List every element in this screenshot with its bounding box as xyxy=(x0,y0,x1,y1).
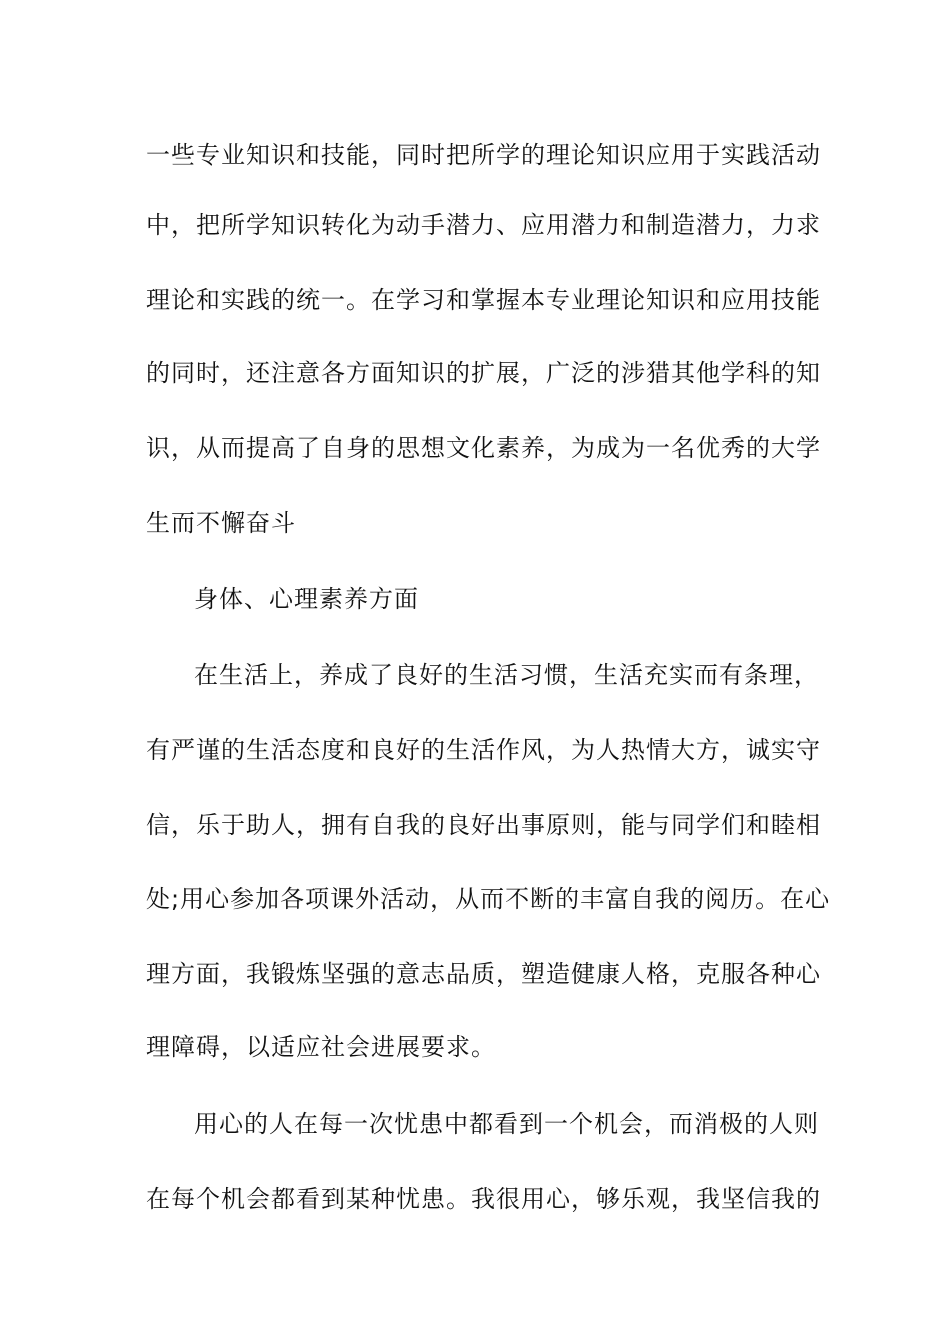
paragraph-line: 信，乐于助人，拥有自我的良好出事原则，能与同学们和睦相 xyxy=(146,811,821,839)
paragraph-line: 有严谨的生活态度和良好的生活作风，为人热情大方，诚实守 xyxy=(146,736,821,764)
paragraph-line: 在每个机会都看到某种忧患。我很用心，够乐观，我坚信我的 xyxy=(146,1185,821,1213)
paragraph-line: 一些专业知识和技能，同时把所学的理论知识应用于实践活动 xyxy=(146,141,821,169)
paragraph-line: 生而不懈奋斗 xyxy=(146,509,296,537)
section-heading: 身体、心理素养方面 xyxy=(194,585,419,613)
paragraph-line: 理障碍，以适应社会进展要求。 xyxy=(146,1033,496,1061)
paragraph-line: 在生活上，养成了良好的生活习惯，生活充实而有条理， xyxy=(194,661,819,689)
paragraph-line: 理方面，我锻炼坚强的意志品质，塑造健康人格，克服各种心 xyxy=(146,960,821,988)
paragraph-line: 的同时，还注意各方面知识的扩展，广泛的涉猎其他学科的知 xyxy=(146,359,821,387)
paragraph-line: 理论和实践的统一。在学习和掌握本专业理论知识和应用技能 xyxy=(146,286,821,314)
paragraph-line: 识，从而提高了自身的思想文化素养，为成为一名优秀的大学 xyxy=(146,434,821,462)
paragraph-line: 用心的人在每一次忧患中都看到一个机会，而消极的人则 xyxy=(194,1110,819,1138)
paragraph-line: 中，把所学知识转化为动手潜力、应用潜力和制造潜力，力求 xyxy=(146,211,821,239)
paragraph-line: 处;用心参加各项课外活动，从而不断的丰富自我的阅历。在心 xyxy=(146,885,831,913)
